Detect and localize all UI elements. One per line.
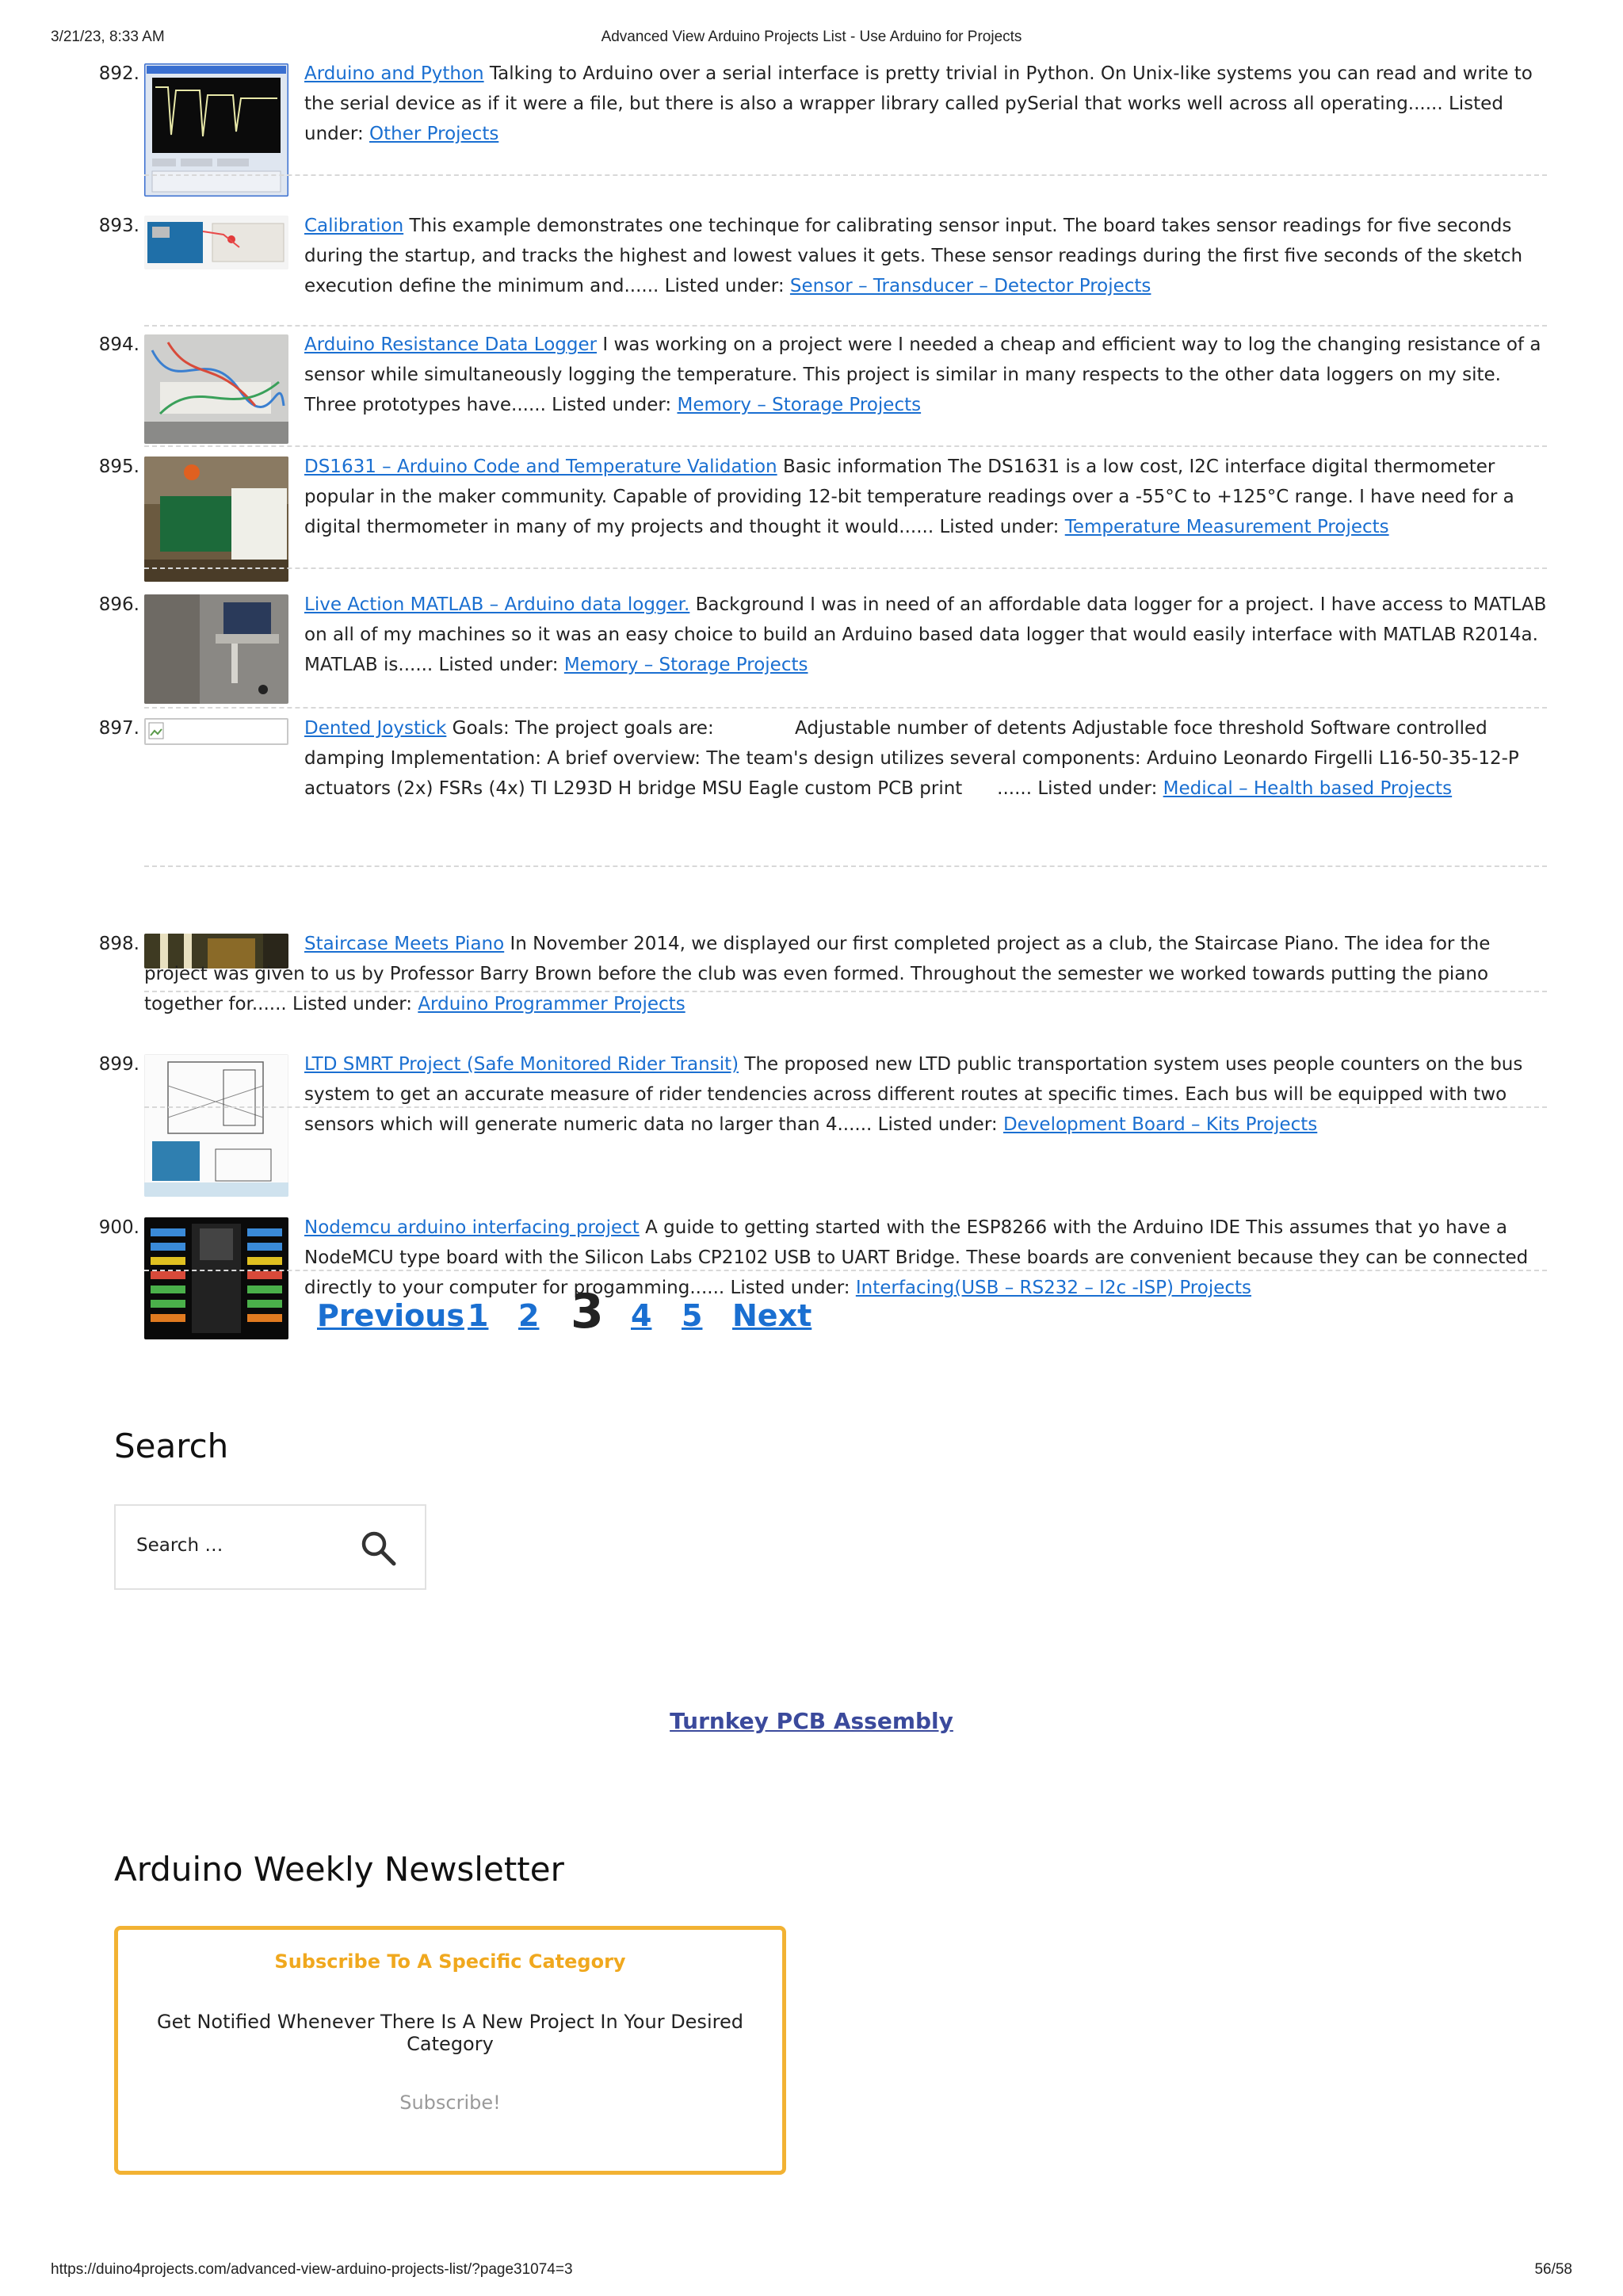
project-category-link[interactable]: Memory – Storage Projects <box>677 395 922 415</box>
newsletter-box-title: Subscribe To A Specific Category <box>274 1950 626 1973</box>
subscribe-button[interactable]: Subscribe! <box>399 2092 501 2114</box>
project-category-link[interactable]: Other Projects <box>369 124 499 144</box>
broken-image-icon <box>146 720 170 743</box>
project-description: Background I was in need of an affordable data logger for a project. I have access to MATLAB on all of my machines so it was an easy choice to build an Arduino based data logger that would easily interface with MATLAB R2014a. MATLAB is...... Listed under: <box>304 594 1547 675</box>
project-separator <box>144 1106 1547 1108</box>
project-title-link[interactable]: LTD SMRT Project (Safe Monitored Rider Transit) <box>304 1054 739 1075</box>
pagination-page-5[interactable]: 5 <box>682 1298 703 1333</box>
search-widget-title: Search <box>114 1427 229 1465</box>
project-title-link[interactable]: Dented Joystick <box>304 718 447 739</box>
project-item <box>0 590 1623 709</box>
print-footer <box>51 2261 1572 2280</box>
project-category-link[interactable]: Temperature Measurement Projects <box>1064 517 1389 537</box>
project-description: In November 2014, we displayed our first completed project as a club, the Staircase Piano. The idea for the project was given to us by Professor Barry Brown before the club was even formed. Throughout the semester we worked towards putting the piano together for...... Listed under: <box>144 934 1491 1014</box>
project-body <box>304 452 1547 542</box>
project-body <box>304 59 1547 149</box>
project-title-link[interactable]: DS1631 – Arduino Code and Temperature Validation <box>304 457 777 477</box>
project-thumbnail[interactable] <box>144 63 288 197</box>
project-body <box>304 1213 1547 1303</box>
project-separator <box>144 1270 1547 1271</box>
project-item <box>0 211 1623 306</box>
project-separator <box>144 707 1547 709</box>
project-title-link[interactable]: Calibration <box>304 216 404 236</box>
project-thumbnail[interactable] <box>144 216 288 269</box>
newsletter-box <box>114 1926 786 2175</box>
project-body <box>304 713 1547 804</box>
pagination-previous[interactable]: Previous <box>317 1298 464 1333</box>
project-separator <box>144 865 1547 867</box>
project-title-link[interactable]: Staircase Meets Piano <box>304 934 505 954</box>
project-number: 900. <box>98 1217 139 1238</box>
project-body <box>304 330 1547 420</box>
project-title-link[interactable]: Arduino and Python <box>304 63 484 84</box>
project-item <box>0 330 1623 449</box>
project-description: A guide to getting started with the ESP8266 with the Arduino IDE This assumes that yo have a NodeMCU type board with the Silicon Labs CP2102 USB to UART Bridge. These boards are convenient because they can be connected directly to your computer for progamming...... Listed under: <box>304 1217 1529 1298</box>
project-thumbnail[interactable] <box>144 334 288 444</box>
project-description: Talking to Arduino over a serial interface is pretty trivial in Python. On Unix-like systems you can read and write to the serial device as if it were a file, but there is also a wrapper library called pySerial that works well across all operating...... Listed under: <box>304 63 1533 144</box>
project-body <box>144 929 1547 1019</box>
project-category-link[interactable]: Sensor – Transducer – Detector Projects <box>789 276 1151 296</box>
project-category-link[interactable]: Interfacing(USB – RS232 – I2c -ISP) Projects <box>855 1278 1252 1298</box>
project-number: 897. <box>98 718 139 739</box>
project-separator <box>144 991 1547 992</box>
project-description: Goals: The project goals are: Adjustable number of detents Adjustable foce threshold Software controlled damping Implementation: A brief overview: The team's design utilizes several components: Arduino Leonardo Firgelli L16-50-35-12-P actuators (2x) FSRs (4x) TI L293D H bridge MSU Eagle custom PCB print ...... Listed under: <box>304 718 1526 799</box>
turnkey-banner <box>0 1708 1623 1734</box>
project-category-link[interactable]: Memory – Storage Projects <box>563 655 808 675</box>
project-separator <box>144 445 1547 447</box>
project-number: 893. <box>98 216 139 236</box>
project-body <box>304 1049 1547 1140</box>
project-item <box>0 59 1623 193</box>
pagination-page-4[interactable]: 4 <box>631 1298 652 1333</box>
project-body <box>304 590 1547 680</box>
search-form[interactable] <box>114 1504 426 1590</box>
project-separator <box>144 174 1547 176</box>
project-separator <box>144 325 1547 327</box>
search-input[interactable]: Search … <box>136 1535 223 1556</box>
search-icon[interactable] <box>358 1528 398 1568</box>
project-thumbnail[interactable] <box>144 594 288 704</box>
project-category-link[interactable]: Arduino Programmer Projects <box>418 994 685 1014</box>
project-title-link[interactable]: Nodemcu arduino interfacing project <box>304 1217 640 1238</box>
project-category-link[interactable]: Medical – Health based Projects <box>1163 778 1453 799</box>
project-description: This example demonstrates one techinque for calibrating sensor input. The board takes sensor readings for five seconds during the startup, and tracks the highest and lowest values it gets. These sensor readings during the first five seconds of the sketch execution define the minimum and...... Listed under: <box>304 216 1523 296</box>
project-separator <box>144 567 1547 569</box>
newsletter-title: Arduino Weekly Newsletter <box>114 1850 564 1889</box>
project-number: 896. <box>98 594 139 615</box>
project-item <box>0 1049 1623 1184</box>
turnkey-pcb-link[interactable]: Turnkey PCB Assembly <box>670 1708 953 1734</box>
print-page-title: Advanced View Arduino Projects List - Use Arduino for Projects <box>601 29 1022 45</box>
pagination-page-1[interactable]: 1 <box>468 1298 489 1333</box>
print-url: https://duino4projects.com/advanced-view-arduino-projects-list/?page31074=3 <box>51 2261 573 2278</box>
project-description: Basic information The DS1631 is a low cost, I2C interface digital thermometer popular in the maker community. Capable of providing 12-bit temperature readings over a -55°C to +125°C range. I have need for a digital thermometer in many of my projects and thought it would...... Listed under: <box>304 457 1514 537</box>
project-number: 898. <box>98 934 139 954</box>
pagination-page-2[interactable]: 2 <box>518 1298 540 1333</box>
print-header <box>51 29 1572 48</box>
print-page-count: 56/58 <box>1534 2261 1572 2278</box>
project-title-link[interactable]: Live Action MATLAB – Arduino data logger. <box>304 594 690 615</box>
pagination-next[interactable]: Next <box>732 1298 812 1333</box>
project-number: 895. <box>98 457 139 477</box>
project-category-link[interactable]: Development Board – Kits Projects <box>1002 1114 1318 1135</box>
project-item <box>0 929 1623 1024</box>
print-datetime: 3/21/23, 8:33 AM <box>51 29 165 45</box>
project-body <box>304 211 1547 301</box>
project-thumbnail[interactable] <box>144 1054 288 1197</box>
project-title-link[interactable]: Arduino Resistance Data Logger <box>304 334 598 355</box>
project-number: 892. <box>98 63 139 84</box>
project-thumbnail[interactable] <box>144 1217 288 1339</box>
project-item <box>0 452 1623 579</box>
project-description: I was working on a project were I needed a cheap and efficient way to log the changing resistance of a sensor while simultaneously logging the temperature. This project is similar in many respects to the other data loggers on my site. Three prototypes have...... Listed under: <box>304 334 1541 415</box>
project-number: 899. <box>98 1054 139 1075</box>
newsletter-box-description: Get Notified Whenever There Is A New Project In Your Desired Category <box>157 2011 743 2055</box>
pagination-current-page: 3 <box>571 1284 604 1339</box>
project-description: The proposed new LTD public transportation system uses people counters on the bus system to get an accurate measure of rider tendencies across different routes at specific times. Each bus will be equipped with two sensors which will generate numeric data no larger than 4...... Listed under: <box>304 1054 1523 1135</box>
project-thumbnail-broken[interactable] <box>144 718 288 745</box>
project-number: 894. <box>98 334 139 355</box>
project-thumbnail[interactable] <box>144 457 288 582</box>
project-item <box>0 713 1623 840</box>
